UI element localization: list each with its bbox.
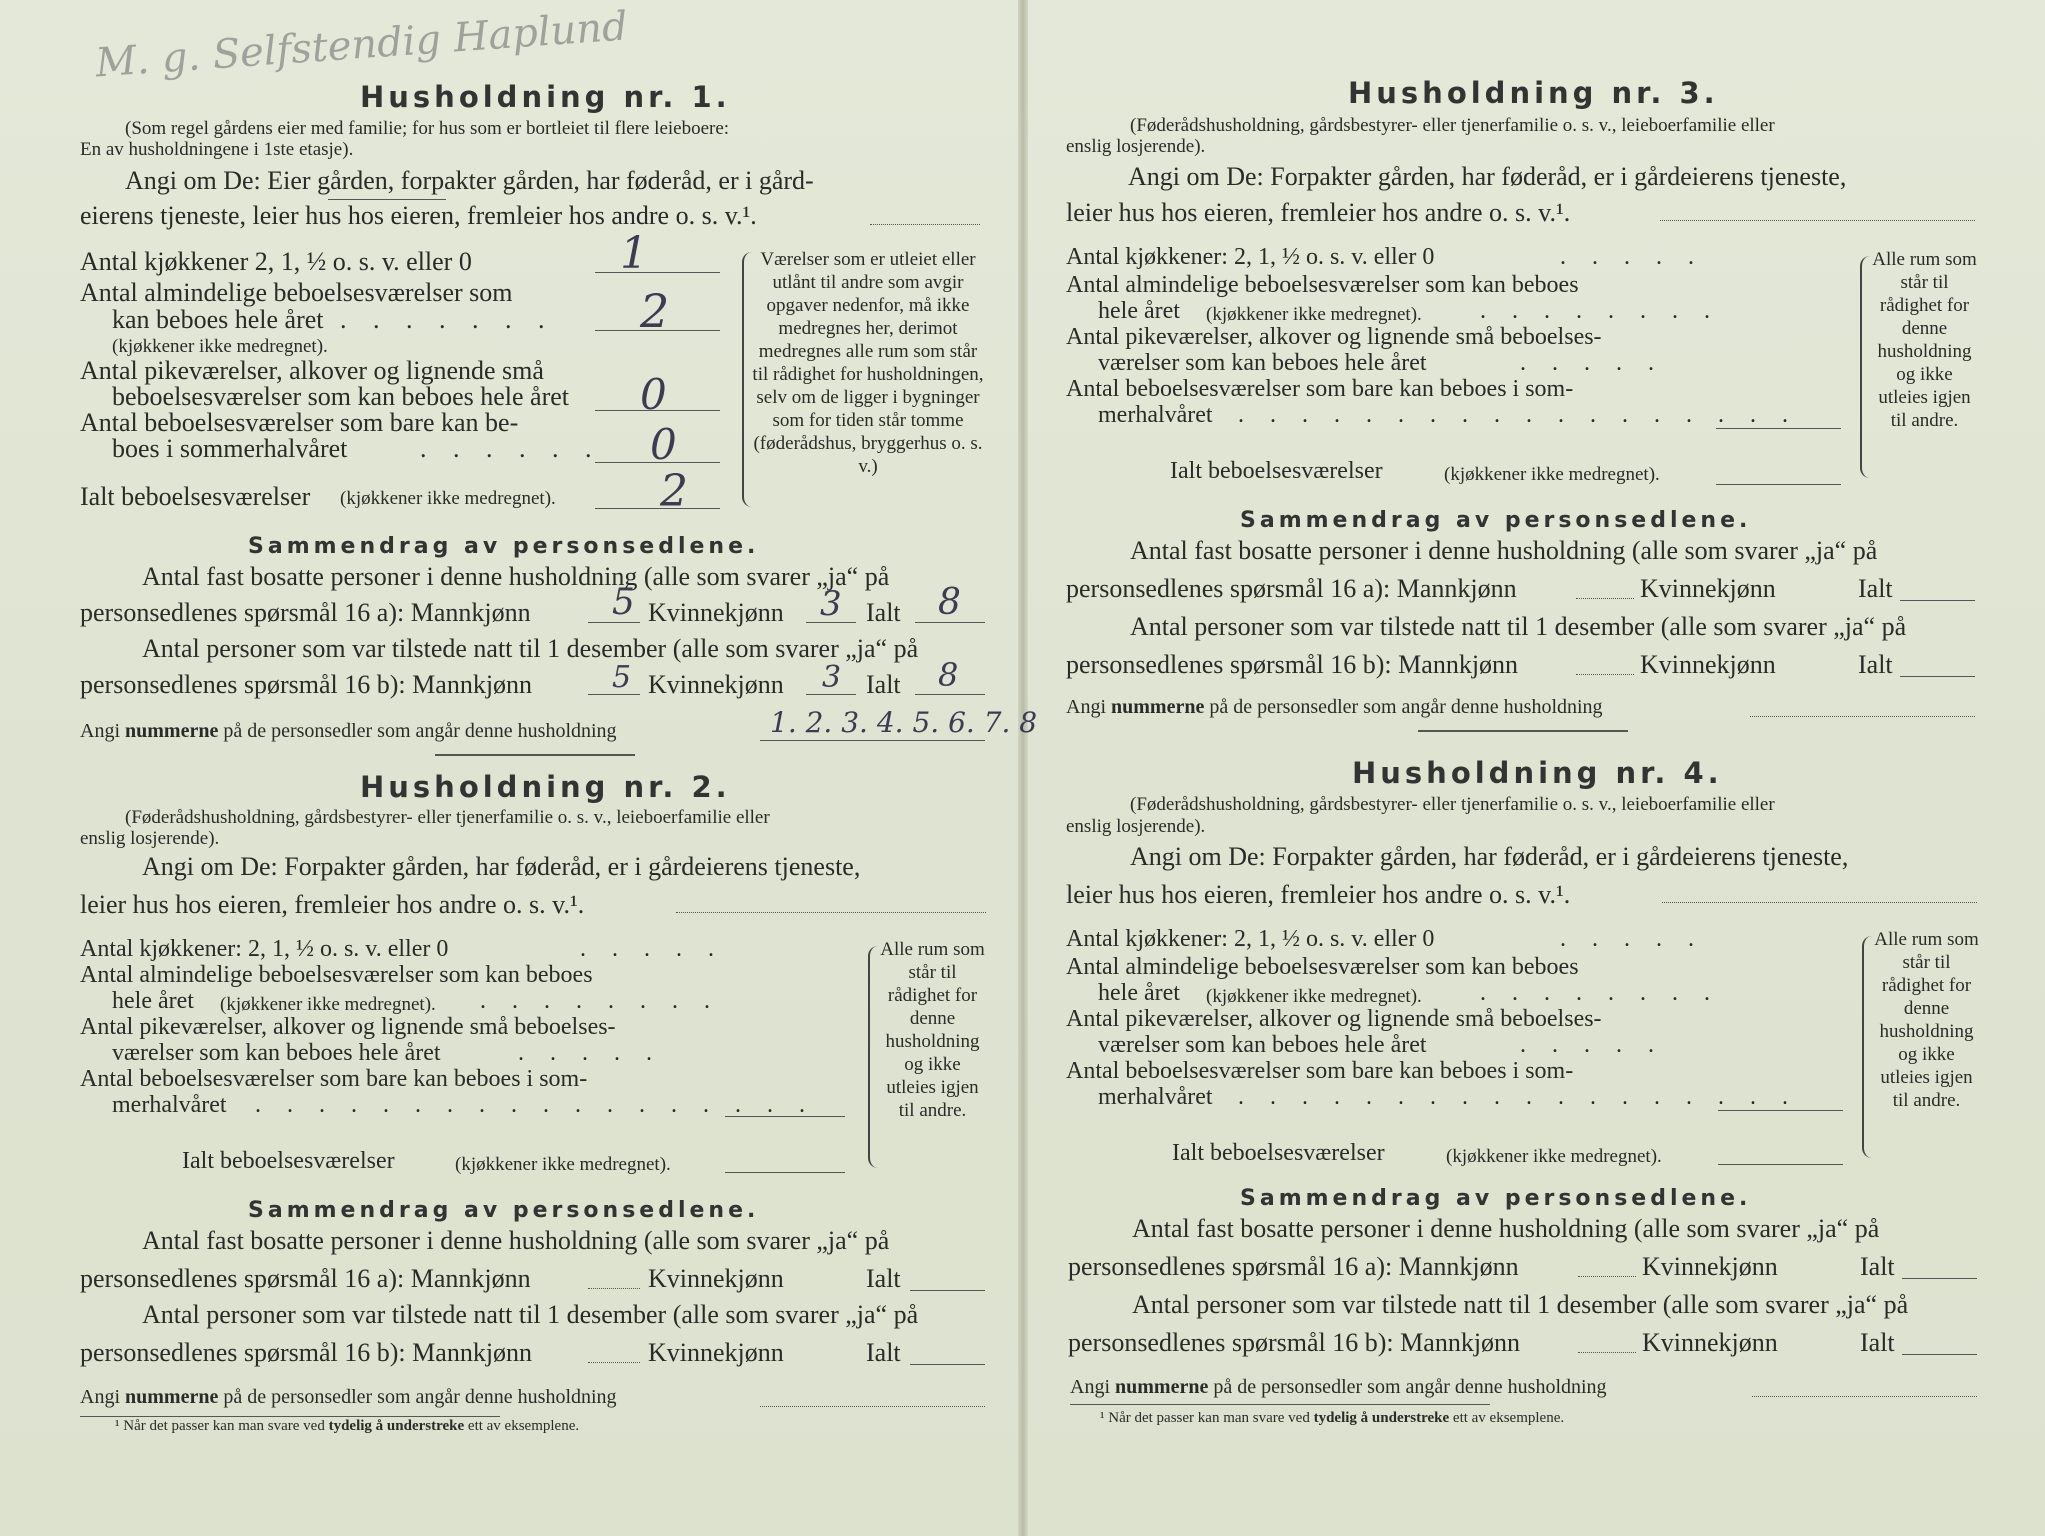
- h1-b-female-line: [806, 694, 856, 695]
- h2-a-male-line: [588, 1288, 640, 1289]
- left-footnote-rule: [80, 1416, 500, 1417]
- h3-a-kv-label: Kvinnekjønn: [1640, 574, 1776, 603]
- right-footnote-rule: [1070, 1404, 1490, 1405]
- h2-summer-line: [725, 1116, 845, 1117]
- h3-total-note: (kjøkkener ikke medregnet).: [1444, 464, 1660, 485]
- h2-intro-1: (Føderådshusholdning, gårdsbestyrer- eller tjenerfamilie o. s. v., leieboerfamilie eller: [125, 807, 770, 828]
- h4-a-line-1: Antal fast bosatte personer i denne husholdning (alle som svarer „ja“ på: [1132, 1214, 1880, 1243]
- h3-b-kv-label: Kvinnekjønn: [1640, 650, 1776, 679]
- h2-brace: [868, 946, 880, 1168]
- h2-nummerne-line: [760, 1406, 985, 1407]
- h3-intro-1: (Føderådshusholdning, gårdsbestyrer- eller tjenerfamilie o. s. v., leieboerfamilie eller: [1130, 115, 1775, 136]
- h3-total-label: Ialt beboelsesværelser: [1170, 458, 1383, 484]
- h2-nummer-post: på de personsedler som angår denne husholdning: [223, 1386, 617, 1408]
- h1-total-line: [595, 508, 720, 509]
- h1-b-male: 5: [612, 660, 632, 695]
- h3-side-note: Alle rum som står til rådighet for denne husholdning og ikke utleies igjen til andre.: [1872, 249, 1977, 431]
- h2-sammendrag: Sammendrag av personsedlene.: [248, 1198, 760, 1223]
- h4-intro-1: (Føderådshusholdning, gårdsbestyrer- eller tjenerfamilie o. s. v., leieboerfamilie eller: [1130, 794, 1775, 815]
- h3-nummerne-row: [1066, 696, 1603, 719]
- h2-summer-2: merhalvåret: [112, 1092, 227, 1118]
- right-footnote: [1100, 1410, 1564, 1427]
- h1-a-female-line: [806, 622, 856, 623]
- handwritten-header: M. g. Selfstendig Haplund: [94, 3, 630, 87]
- h1-nummer-pre: Angi: [80, 720, 120, 742]
- h2-intro-2: enslig losjerende).: [80, 828, 220, 849]
- h4-total-label: Ialt beboelsesværelser: [1172, 1140, 1385, 1166]
- h2-angi-1: Angi om De: Forpakter gården, har føderåd, er i gårdeierens tjeneste,: [142, 852, 861, 881]
- h2-a-line-1: Antal fast bosatte personer i denne husholdning (alle som svarer „ja“ på: [142, 1226, 890, 1255]
- h1-angi-1: Angi om De: Eier gården, forpakter gården, har føderåd, er i gård-: [125, 166, 814, 195]
- h2-b-total-line: [910, 1364, 985, 1365]
- h2-side-note: Alle rum som står til rådighet for denne husholdning og ikke utleies igjen til andre.: [880, 939, 985, 1121]
- right-footnote-mark: ¹: [1100, 1410, 1105, 1426]
- h1-kitchens-value: 1: [620, 228, 648, 279]
- h3-sammendrag: Sammendrag av personsedlene.: [1240, 508, 1752, 533]
- h2-small-dots: . . . . .: [518, 1040, 662, 1066]
- h1-summer-dots: . . . . . .: [420, 434, 602, 463]
- h2-title: Husholdning nr. 2.: [360, 770, 731, 804]
- h2-total-note: (kjøkkener ikke medregnet).: [455, 1154, 671, 1175]
- right-footnote-bold: tydelig å understreke: [1313, 1410, 1450, 1426]
- h3-summer-line: [1716, 428, 1841, 429]
- h1-b-line-1: Antal personer som var tilstede natt til 1 desember (alle som svarer „ja“ på: [142, 634, 919, 663]
- h1-small-2: beboelsesværelser som kan beboes hele året: [112, 382, 570, 411]
- h3-brace: [1860, 256, 1872, 478]
- h4-nummer-pre: Angi: [1070, 1376, 1110, 1398]
- h4-rooms-dots: . . . . . . . .: [1480, 980, 1720, 1006]
- h1-kitchens-label: Antal kjøkkener 2, 1, ½ o. s. v. eller 0: [80, 247, 472, 276]
- h2-angi-line: [676, 912, 986, 913]
- h1-angi-2: eierens tjeneste, leier hus hos eieren, fremleier hos andre o. s. v.¹.: [80, 201, 757, 230]
- h3-nummer-bold: nummerne: [1111, 696, 1205, 718]
- h4-b-total-line: [1902, 1354, 1977, 1355]
- h4-b-ialt-label: Ialt: [1860, 1328, 1895, 1357]
- h1-total-label: Ialt beboelsesværelser: [80, 482, 311, 511]
- h2-a-line-2: personsedlenes spørsmål 16 a): Mannkjønn: [80, 1264, 531, 1293]
- h3-a-total-line: [1900, 600, 1975, 601]
- h1-divider: [435, 754, 635, 756]
- h3-a-line-2: personsedlenes spørsmål 16 a): Mannkjønn: [1066, 574, 1517, 603]
- h1-a-total-line: [915, 622, 985, 623]
- h1-total-value: 2: [660, 466, 688, 517]
- h2-total-label: Ialt beboelsesværelser: [182, 1148, 395, 1174]
- h1-title: Husholdning nr. 1.: [360, 80, 731, 114]
- h4-title: Husholdning nr. 4.: [1352, 756, 1723, 790]
- h4-total-note: (kjøkkener ikke medregnet).: [1446, 1146, 1662, 1167]
- h3-b-line-1: Antal personer som var tilstede natt til 1 desember (alle som svarer „ja“ på: [1130, 612, 1907, 641]
- h1-rooms-value: 2: [640, 284, 670, 338]
- h4-side-note: Alle rum som står til rådighet for denne husholdning og ikke utleies igjen til andre.: [1874, 929, 1979, 1111]
- h2-nummerne-row: [80, 1386, 617, 1409]
- h3-a-line-1: Antal fast bosatte personer i denne husholdning (alle som svarer „ja“ på: [1130, 536, 1878, 565]
- h1-summer-2: boes i sommerhalvåret: [112, 434, 348, 463]
- page-fold: [1018, 0, 1028, 1536]
- h2-summer-dots: . . . . . . . . . . . . . . . . . .: [255, 1092, 815, 1118]
- h1-eier-underline: [328, 199, 446, 200]
- h4-angi-1: Angi om De: Forpakter gården, har føderåd, er i gårdeierens tjeneste,: [1130, 842, 1849, 871]
- h1-a-female: 3: [820, 584, 842, 624]
- h3-rooms-2: hele året: [1098, 298, 1180, 324]
- h1-angi-line: [870, 224, 980, 225]
- h3-angi-2: leier hus hos eieren, fremleier hos andre o. s. v.¹.: [1066, 198, 1571, 227]
- h4-a-male-line: [1578, 1276, 1636, 1277]
- h4-a-kv-label: Kvinnekjønn: [1642, 1252, 1778, 1281]
- h4-small-1: Antal pikeværelser, alkover og lignende små beboelses-: [1066, 1006, 1602, 1032]
- h1-small-1: Antal pikeværelser, alkover og lignende små: [80, 356, 544, 385]
- h3-small-2: værelser som kan beboes hele året: [1098, 350, 1427, 376]
- h2-a-ialt-label: Ialt: [866, 1264, 901, 1293]
- h1-kitchens-line: [595, 272, 720, 273]
- h4-nummerne-row: [1070, 1376, 1607, 1399]
- right-footnote-post: ett av eksemplene.: [1452, 1410, 1565, 1426]
- h3-b-male-line: [1576, 674, 1634, 675]
- h2-b-line-2: personsedlenes spørsmål 16 b): Mannkjønn: [80, 1338, 533, 1367]
- h3-kitchens-label: Antal kjøkkener: 2, 1, ½ o. s. v. eller 0: [1066, 244, 1435, 270]
- h4-kitchens-dots: . . . . .: [1560, 926, 1704, 952]
- h2-kitchens-label: Antal kjøkkener: 2, 1, ½ o. s. v. eller 0: [80, 936, 449, 962]
- left-footnote-pre: Når det passer kan man svare ved: [123, 1418, 325, 1434]
- h1-rooms-2: kan beboes hele året: [112, 305, 324, 334]
- h4-sammendrag: Sammendrag av personsedlene.: [1240, 1186, 1752, 1211]
- h1-sammendrag: Sammendrag av personsedlene.: [248, 534, 760, 559]
- h3-rooms-dots: . . . . . . . .: [1480, 298, 1720, 324]
- h3-summer-dots: . . . . . . . . . . . . . . . . . .: [1238, 402, 1798, 428]
- h3-small-1: Antal pikeværelser, alkover og lignende små beboelses-: [1066, 324, 1602, 350]
- right-footnote-pre: Når det passer kan man svare ved: [1108, 1410, 1310, 1426]
- h3-rooms-note: (kjøkkener ikke medregnet).: [1206, 304, 1422, 325]
- h4-summer-line: [1718, 1110, 1843, 1111]
- h1-nummerne-line: [760, 740, 985, 741]
- h1-intro-1: (Som regel gårdens eier med familie; for hus som er bortleiet til flere leieboere:: [125, 118, 730, 139]
- h3-angi-1: Angi om De: Forpakter gården, har føderåd, er i gårdeierens tjeneste,: [1128, 162, 1847, 191]
- h4-rooms-1: Antal almindelige beboelsesværelser som kan beboes: [1066, 954, 1579, 980]
- h1-a-line-1: Antal fast bosatte personer i denne husholdning (alle som svarer „ja“ på: [142, 562, 890, 591]
- h4-a-line-2: personsedlenes spørsmål 16 a): Mannkjønn: [1068, 1252, 1519, 1281]
- h1-b-total-line: [915, 694, 985, 695]
- h1-small-value: 0: [640, 370, 667, 419]
- h2-rooms-2: hele året: [112, 988, 194, 1014]
- h1-total-note: (kjøkkener ikke medregnet).: [340, 488, 556, 509]
- h4-a-total-line: [1902, 1278, 1977, 1279]
- h2-rooms-dots: . . . . . . . .: [480, 988, 720, 1014]
- h1-a-male-line: [588, 622, 640, 623]
- h1-b-kv-label: Kvinnekjønn: [648, 670, 784, 699]
- h3-title: Husholdning nr. 3.: [1348, 76, 1719, 110]
- h2-nummer-pre: Angi: [80, 1386, 120, 1408]
- h2-a-kv-label: Kvinnekjønn: [648, 1264, 784, 1293]
- h3-nummer-post: på de personsedler som angår denne husholdning: [1209, 696, 1603, 718]
- h2-rooms-note: (kjøkkener ikke medregnet).: [220, 994, 436, 1015]
- h1-a-male: 5: [612, 582, 635, 623]
- h3-kitchens-dots: . . . . .: [1560, 244, 1704, 270]
- h3-summer-2: merhalvåret: [1098, 402, 1213, 428]
- h3-angi-line: [1660, 220, 1975, 221]
- h4-angi-line: [1662, 902, 1977, 903]
- h1-a-ialt-label: Ialt: [866, 598, 901, 627]
- h2-b-ialt-label: Ialt: [866, 1338, 901, 1367]
- h4-total-line: [1718, 1164, 1843, 1165]
- h2-b-line-1: Antal personer som var tilstede natt til 1 desember (alle som svarer „ja“ på: [142, 1300, 919, 1329]
- h2-nummer-bold: nummerne: [125, 1386, 219, 1408]
- h4-kitchens-label: Antal kjøkkener: 2, 1, ½ o. s. v. eller 0: [1066, 926, 1435, 952]
- h1-summer-line: [595, 462, 720, 463]
- h1-b-ialt-label: Ialt: [866, 670, 901, 699]
- h4-small-2: værelser som kan beboes hele året: [1098, 1032, 1427, 1058]
- h3-b-total-line: [1900, 676, 1975, 677]
- h1-summer-1: Antal beboelsesværelser som bare kan be-: [80, 408, 519, 437]
- h1-small-line: [595, 410, 720, 411]
- h3-rooms-1: Antal almindelige beboelsesværelser som kan beboes: [1066, 272, 1579, 298]
- h3-b-line-2: personsedlenes spørsmål 16 b): Mannkjønn: [1066, 650, 1519, 679]
- h4-nummerne-line: [1752, 1396, 1977, 1397]
- h1-a-line-2: personsedlenes spørsmål 16 a): Mannkjønn: [80, 598, 531, 627]
- h4-a-ialt-label: Ialt: [1860, 1252, 1895, 1281]
- left-footnote-mark: ¹: [115, 1418, 120, 1434]
- h1-rooms-line: [595, 330, 720, 331]
- h3-a-male-line: [1576, 598, 1634, 599]
- h2-total-line: [725, 1172, 845, 1173]
- h1-a-total: 8: [938, 582, 961, 623]
- h4-brace: [1862, 936, 1874, 1158]
- h1-a-kv-label: Kvinnekjønn: [648, 598, 784, 627]
- h1-rooms-1: Antal almindelige beboelsesværelser som: [80, 278, 513, 307]
- h4-nummer-post: på de personsedler som angår denne husholdning: [1213, 1376, 1607, 1398]
- h1-rooms-dots: . . . . . . .: [340, 305, 555, 334]
- h1-rooms-note: (kjøkkener ikke medregnet).: [112, 336, 328, 357]
- h3-a-ialt-label: Ialt: [1858, 574, 1893, 603]
- h2-kitchens-dots: . . . . .: [580, 936, 724, 962]
- h4-intro-2: enslig losjerende).: [1066, 816, 1206, 837]
- h4-summer-dots: . . . . . . . . . . . . . . . . . .: [1238, 1084, 1798, 1110]
- h2-b-kv-label: Kvinnekjønn: [648, 1338, 784, 1367]
- h4-summer-2: merhalvåret: [1098, 1084, 1213, 1110]
- h3-summer-1: Antal beboelsesværelser som bare kan beboes i som-: [1066, 376, 1574, 402]
- h3-small-dots: . . . . .: [1520, 350, 1664, 376]
- h1-b-female: 3: [822, 660, 842, 695]
- h4-angi-2: leier hus hos eieren, fremleier hos andre o. s. v.¹.: [1066, 880, 1571, 909]
- left-footnote: [115, 1418, 579, 1435]
- h1-nummer-bold: nummerne: [125, 720, 219, 742]
- h3-b-ialt-label: Ialt: [1858, 650, 1893, 679]
- h1-nummerne-row: [80, 720, 617, 743]
- h2-rooms-1: Antal almindelige beboelsesværelser som kan beboes: [80, 962, 593, 988]
- h4-b-line-2: personsedlenes spørsmål 16 b): Mannkjønn: [1068, 1328, 1521, 1357]
- h2-small-2: værelser som kan beboes hele året: [112, 1040, 441, 1066]
- h1-side-note: Værelser som er utleiet eller utlånt til andre som avgir opgaver nedenfor, må ikke medregnes her, derimot medregnes alle rum som står til rådighet for husholdningen, selv om de ligger i bygninger som for tiden står tomme (føderådshus, bryggerhus o. s. v.): [752, 249, 984, 477]
- h4-b-kv-label: Kvinnekjønn: [1642, 1328, 1778, 1357]
- left-footnote-post: ett av eksemplene.: [467, 1418, 580, 1434]
- h3-divider: [1418, 730, 1628, 732]
- h4-rooms-2: hele året: [1098, 980, 1180, 1006]
- h2-small-1: Antal pikeværelser, alkover og lignende små beboelses-: [80, 1014, 616, 1040]
- h2-summer-1: Antal beboelsesværelser som bare kan beboes i som-: [80, 1066, 588, 1092]
- h1-summer-value: 0: [650, 420, 677, 469]
- h4-summer-1: Antal beboelsesværelser som bare kan beboes i som-: [1066, 1058, 1574, 1084]
- left-footnote-bold: tydelig å understreke: [328, 1418, 465, 1434]
- h1-b-total: 8: [938, 656, 959, 694]
- h2-a-total-line: [910, 1290, 985, 1291]
- h4-rooms-note: (kjøkkener ikke medregnet).: [1206, 986, 1422, 1007]
- h4-b-male-line: [1578, 1352, 1636, 1353]
- h2-angi-2: leier hus hos eieren, fremleier hos andre o. s. v.¹.: [80, 890, 585, 919]
- h3-total-line: [1716, 484, 1841, 485]
- h1-b-male-line: [588, 694, 640, 695]
- h3-nummer-pre: Angi: [1066, 696, 1106, 718]
- h3-intro-2: enslig losjerende).: [1066, 136, 1206, 157]
- h1-b-line-2: personsedlenes spørsmål 16 b): Mannkjønn: [80, 670, 533, 699]
- h2-b-male-line: [588, 1362, 640, 1363]
- h4-b-line-1: Antal personer som var tilstede natt til 1 desember (alle som svarer „ja“ på: [1132, 1290, 1909, 1319]
- h1-nummer-post: på de personsedler som angår denne husholdning: [223, 720, 617, 742]
- h3-nummerne-line: [1750, 716, 1975, 717]
- h4-small-dots: . . . . .: [1520, 1032, 1664, 1058]
- h4-nummer-bold: nummerne: [1115, 1376, 1209, 1398]
- h1-intro-2: En av husholdningene i 1ste etasje).: [80, 139, 354, 160]
- h1-nummerne-value: 1. 2. 3. 4. 5. 6. 7. 8: [770, 706, 1038, 739]
